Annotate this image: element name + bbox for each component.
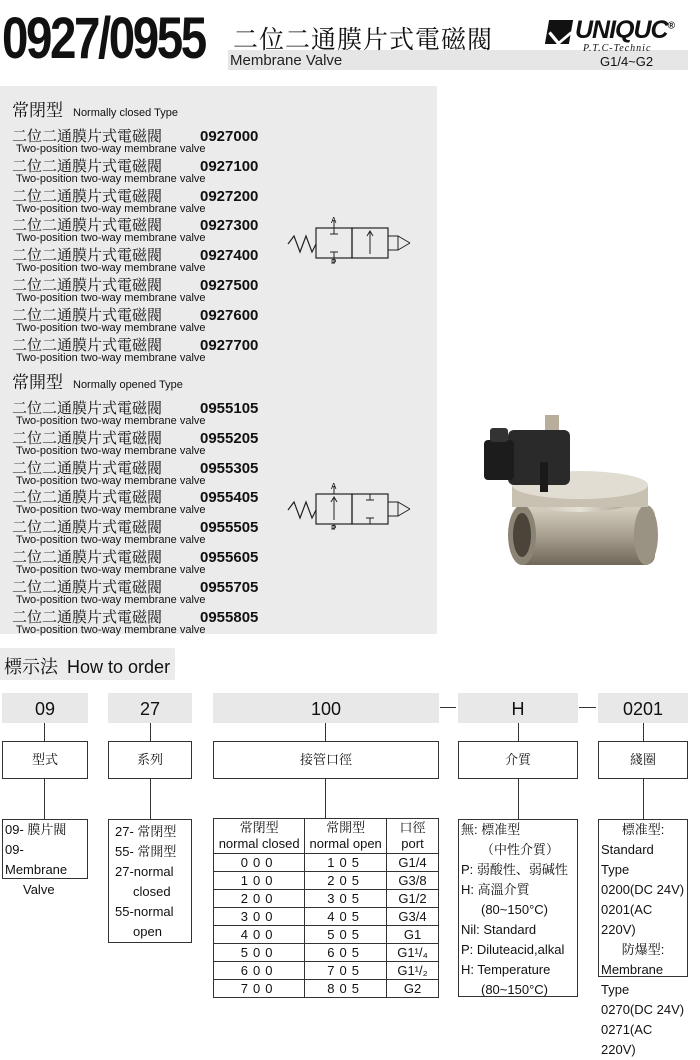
valve-name-en: Two-position two-way membrane valve — [16, 564, 206, 576]
valve-list-item — [12, 549, 272, 576]
label-series: 系列 — [108, 741, 192, 779]
port-table-row — [214, 980, 439, 998]
port-a-label: A — [331, 216, 337, 225]
port-table-header-line: port — [401, 836, 424, 851]
valve-list-item — [12, 247, 272, 274]
port-table-cell: 300 — [214, 908, 305, 926]
valve-name-cn: 二位二通膜片式電磁閥 — [12, 276, 163, 294]
valve-name-en: Two-position two-way membrane valve — [16, 593, 206, 606]
port-table-header — [214, 819, 305, 854]
valve-list-item — [12, 337, 272, 364]
label-type: 型式 — [2, 741, 88, 779]
product-title-cn: 二位二通膜片式電磁閥 — [233, 25, 494, 54]
port-table-cell: G1 — [387, 926, 439, 944]
valve-code: 0927600 — [200, 306, 259, 324]
nc-title-en: Normally closed Type — [73, 107, 178, 119]
valve-code: 0955105 — [200, 400, 259, 417]
valve-name-en: Two-position two-way membrane valve — [16, 623, 206, 636]
port-table-header-line: 常閉型 — [239, 820, 279, 835]
port-table-cell: G3/4 — [387, 908, 439, 926]
size-range: G1/4~G2 — [600, 54, 654, 69]
port-table-header-line: 常開型 — [326, 820, 366, 835]
port-table-cell: 700 — [214, 980, 305, 998]
description-line: 09-Membrane — [5, 842, 68, 877]
valve-name-en: Two-position two-way membrane valve — [16, 534, 206, 547]
valve-name-cn: 二位二通膜片式電磁閥 — [12, 335, 163, 354]
port-table-header — [305, 819, 387, 854]
port-table-cell: G1¹/₄ — [387, 944, 439, 962]
brand-logo-icon — [545, 20, 573, 44]
description-line: 0271(AC 220V) — [601, 1022, 653, 1057]
no-title-en: Normally opened Type — [73, 379, 183, 391]
brand-tagline: P.T.C-Technic — [583, 43, 652, 54]
valve-name-cn: 二位二通膜片式電磁閥 — [12, 305, 163, 324]
valve-code: 0955805 — [200, 608, 259, 626]
valve-code: 0955405 — [200, 489, 259, 507]
valve-name-en: Two-position two-way membrane valve — [16, 292, 206, 304]
port-table-cell: 105 — [305, 854, 387, 872]
valve-name-en: Two-position two-way membrane valve — [16, 321, 206, 334]
port-table-row — [214, 854, 439, 872]
port-p-label: P — [331, 258, 337, 264]
product-photo — [470, 400, 670, 580]
code-coil: 0201 — [598, 693, 688, 723]
description-line: H: Temperature — [461, 962, 551, 977]
valve-name-en: Two-position two-way membrane valve — [16, 351, 206, 364]
coil-description — [598, 819, 688, 1057]
code-medium: H — [458, 693, 578, 723]
medium-description — [458, 819, 578, 997]
port-table-cell: 200 — [214, 890, 305, 908]
model-number: 0927/0955 — [2, 6, 205, 71]
description-line: P: Diluteacid,alkal — [461, 942, 565, 957]
valve-name-cn: 二位二通膜片式電磁閥 — [12, 399, 163, 417]
valve-code: 0955705 — [200, 578, 259, 596]
description-line: Membrane Type — [601, 962, 664, 997]
no-valve-symbol — [286, 480, 416, 530]
valve-name-cn: 二位二通膜片式電磁閥 — [12, 577, 163, 596]
valve-code: 0955605 — [200, 549, 259, 566]
port-table-cell: G1¹/₂ — [387, 962, 439, 980]
description-line: Nil: Standard — [461, 922, 537, 937]
valve-list-item — [12, 277, 272, 304]
description-line: P: 弱酸性、弱碱性 — [461, 862, 568, 877]
description-line: 標准型: — [621, 822, 665, 837]
port-a-label: A — [331, 482, 337, 491]
valve-name-cn: 二位二通膜片式電磁閥 — [12, 607, 163, 626]
valve-list-item — [12, 460, 272, 487]
valve-name-en: Two-position two-way membrane valve — [16, 504, 206, 517]
port-table-cell: G3/8 — [387, 872, 439, 890]
connector — [579, 707, 596, 708]
valve-list-item — [12, 188, 272, 215]
valve-list-item — [12, 609, 272, 636]
type-panel — [0, 86, 437, 634]
port-table-cell: 500 — [214, 944, 305, 962]
port-table-row — [214, 890, 439, 908]
order-title-en: How to order — [67, 657, 171, 677]
port-table — [213, 818, 439, 998]
valve-name-cn: 二位二通膜片式電磁閥 — [12, 548, 163, 566]
port-table-row — [214, 962, 439, 980]
valve-code: 0955305 — [200, 459, 259, 477]
connector — [440, 707, 456, 708]
label-coil: 綫圈 — [598, 741, 688, 779]
port-table-header-line: 口徑 — [399, 820, 426, 835]
description-line: （中性介質） — [481, 842, 560, 857]
port-table-cell: 100 — [214, 872, 305, 890]
valve-list-item — [12, 430, 272, 457]
port-table-header-line: normal open — [309, 836, 382, 851]
no-title-cn: 常開型 — [12, 373, 63, 392]
port-table-cell: 000 — [214, 854, 305, 872]
registered-mark: ® — [667, 20, 674, 32]
code-port: 100 — [213, 693, 439, 723]
valve-code: 0927300 — [200, 217, 259, 235]
port-table-row — [214, 926, 439, 944]
valve-list-item — [12, 128, 272, 155]
series-description — [108, 819, 192, 943]
valve-name-cn: 二位二通膜片式電磁閥 — [12, 428, 163, 447]
valve-name-en: Two-position two-way membrane valve — [16, 143, 206, 155]
description-line: open — [133, 924, 162, 939]
valve-name-en: Two-position two-way membrane valve — [16, 474, 206, 487]
port-table-cell: 705 — [305, 962, 387, 980]
valve-name-en: Two-position two-way membrane valve — [16, 232, 206, 245]
valve-name-en: Two-position two-way membrane valve — [16, 202, 206, 215]
description-line: Valve — [23, 882, 55, 897]
port-table-cell: G2 — [387, 980, 439, 998]
valve-code: 0927400 — [200, 247, 259, 265]
description-line: (80~150°C) — [481, 982, 548, 997]
normally-open-heading — [12, 368, 183, 393]
valve-name-cn: 二位二通膜片式電磁閥 — [12, 458, 163, 477]
valve-name-cn: 二位二通膜片式電磁閥 — [12, 488, 163, 507]
valve-name-cn: 二位二通膜片式電磁閥 — [12, 246, 163, 265]
order-title — [0, 648, 175, 680]
port-table-cell: 505 — [305, 926, 387, 944]
port-table-row — [214, 872, 439, 890]
type-description — [2, 819, 88, 897]
description-line: (80~150°C) — [481, 902, 548, 917]
valve-name-cn: 二位二通膜片式電磁閥 — [12, 186, 163, 205]
description-line: 55- 常開型 — [115, 844, 177, 859]
valve-list-item — [12, 489, 272, 516]
code-type: 09 — [2, 693, 88, 723]
description-line: closed — [133, 884, 171, 899]
order-title-cn: 標示法 — [4, 657, 58, 677]
port-p-label: P — [331, 524, 337, 530]
valve-list-item — [12, 158, 272, 185]
nc-valve-symbol — [286, 214, 416, 264]
port-table-header-line: normal closed — [218, 836, 300, 851]
description-line: 27-normal — [115, 864, 174, 879]
valve-code: 0927200 — [200, 187, 259, 205]
valve-code: 0955505 — [200, 519, 259, 537]
valve-name-en: Two-position two-way membrane valve — [16, 172, 206, 185]
port-table-cell: G1/2 — [387, 890, 439, 908]
port-table-header — [387, 819, 439, 854]
description-line: 55-normal — [115, 904, 174, 919]
valve-name-en: Two-position two-way membrane valve — [16, 415, 206, 427]
valve-code: 0927500 — [200, 277, 259, 294]
description-line: Standard Type — [601, 842, 654, 877]
valve-code: 0955205 — [200, 429, 259, 447]
code-series: 27 — [108, 693, 192, 723]
valve-code: 0927100 — [200, 157, 259, 175]
brand-name: UNIQUC — [575, 16, 668, 44]
valve-list-item — [12, 307, 272, 334]
valve-name-cn: 二位二通膜片式電磁閥 — [12, 518, 163, 537]
valve-name-en: Two-position two-way membrane valve — [16, 262, 206, 275]
port-table-cell: 405 — [305, 908, 387, 926]
description-line: 0270(DC 24V) — [601, 1002, 685, 1017]
port-table-cell: 600 — [214, 962, 305, 980]
label-medium: 介質 — [458, 741, 578, 779]
port-table-cell: 205 — [305, 872, 387, 890]
port-table-cell: 605 — [305, 944, 387, 962]
port-table-row — [214, 944, 439, 962]
valve-name-cn: 二位二通膜片式電磁閥 — [12, 216, 163, 235]
valve-code: 0927700 — [200, 336, 259, 354]
normally-closed-heading — [12, 96, 178, 121]
description-line: 0200(DC 24V) — [601, 882, 685, 897]
label-port: 接管口徑 — [213, 741, 439, 779]
valve-list-item — [12, 217, 272, 244]
description-line: 27- 常閉型 — [115, 824, 177, 839]
description-line: 09- 膜片閥 — [5, 822, 67, 837]
valve-name-cn: 二位二通膜片式電磁閥 — [12, 156, 163, 175]
product-title-en: Membrane Valve — [230, 52, 343, 69]
valve-code: 0927000 — [200, 128, 259, 145]
valve-list-item — [12, 579, 272, 606]
description-line: H: 高溫介質 — [461, 882, 530, 897]
port-table-cell: 805 — [305, 980, 387, 998]
valve-name-cn: 二位二通膜片式電磁閥 — [12, 127, 163, 145]
port-table-cell: G1/4 — [387, 854, 439, 872]
valve-name-en: Two-position two-way membrane valve — [16, 444, 206, 457]
port-table-cell: 305 — [305, 890, 387, 908]
valve-list-item — [12, 400, 272, 427]
port-table-row — [214, 908, 439, 926]
description-line: 0201(AC 220V) — [601, 902, 653, 937]
port-table-cell: 400 — [214, 926, 305, 944]
description-line: 防爆型: — [621, 942, 665, 957]
description-line: 無: 標准型 — [461, 822, 521, 837]
valve-list-item — [12, 519, 272, 546]
nc-title-cn: 常閉型 — [12, 101, 63, 120]
